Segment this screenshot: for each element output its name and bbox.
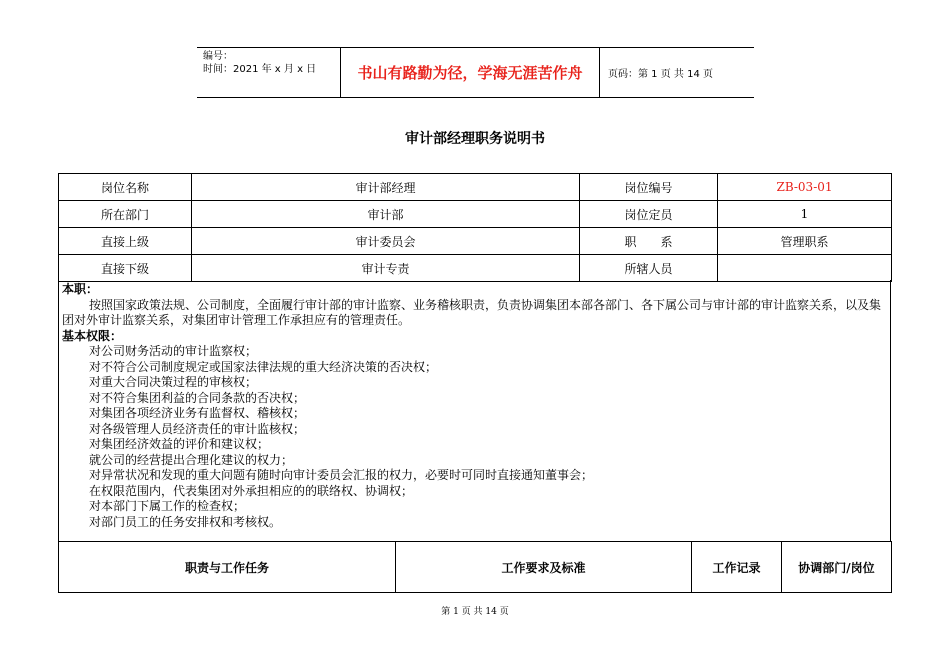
table-row <box>59 255 892 282</box>
column-header: 工作记录 <box>692 542 782 593</box>
document-number-label: 编号： <box>203 51 233 62</box>
header-meta <box>197 48 340 97</box>
info-value: 审计部经理 <box>192 174 580 201</box>
document-title: 审计部经理职务说明书 <box>405 131 545 147</box>
info-value <box>718 255 892 282</box>
info-value: 审计专责 <box>192 255 580 282</box>
authority-item: 对部门员工的任务安排权和考核权。 <box>89 514 282 529</box>
info-label: 职 系 <box>580 228 718 255</box>
info-value: ZB-03-01 <box>718 174 892 201</box>
info-value: 1 <box>718 201 892 228</box>
authority-item: 对重大合同决策过程的审核权； <box>89 375 258 389</box>
authority-item: 对异常状况和发现的重大问题有随时向审计委员会汇报的权力，必要时可同时直接通知董事会； <box>89 468 594 482</box>
header-motto: 书山有路勤为径，学海无涯苦作舟 <box>340 48 600 97</box>
authority-item: 对公司财务活动的审计监察权； <box>89 344 258 358</box>
info-value: 审计委员会 <box>192 228 580 255</box>
authority-item: 对集团各项经济业务有监督权、稽核权； <box>89 406 306 420</box>
column-header: 协调部门/岗位 <box>782 542 892 593</box>
document-time-label: 时间：2021 年 x 月 x 日 <box>203 64 317 75</box>
authority-item: 在权限范围内，代表集团对外承担相应的的联络权、协调权； <box>89 483 414 498</box>
authority-item: 对本部门下属工作的检查权； <box>89 499 246 513</box>
duties-section <box>58 280 891 542</box>
info-label: 岗位名称 <box>59 174 192 201</box>
authority-item: 就公司的经营提出合理化建议的权力； <box>89 452 294 467</box>
table-row <box>59 542 892 593</box>
info-label: 直接下级 <box>59 255 192 282</box>
column-header: 工作要求及标准 <box>396 542 692 593</box>
table-row <box>59 174 892 201</box>
authority-item: 对各级管理人员经济责任的审计监核权； <box>89 421 306 436</box>
position-info-table <box>58 173 892 282</box>
info-label: 直接上级 <box>59 228 192 255</box>
table-row <box>59 201 892 228</box>
duty-text: 按照国家政策法规、公司制度，全面履行审计部的审计监察、业务稽核职责，负责协调集团本部各部门、各下属公司与审计部的审计监察关系，以及集团对外审计监察关系，对集团审计管理工作承担应有的管理责任。 <box>62 297 882 327</box>
column-header: 职责与工作任务 <box>59 542 396 593</box>
info-value: 审计部 <box>192 201 580 228</box>
page-header <box>197 47 754 98</box>
authority-item: 对不符合集团利益的合同条款的否决权； <box>89 390 306 405</box>
info-value: 管理职系 <box>718 228 892 255</box>
info-label: 岗位定员 <box>580 201 718 228</box>
authority-item: 对不符合公司制度规定或国家法律法规的重大经济决策的否决权； <box>89 359 438 374</box>
page-footer: 第 1 页 共 14 页 <box>441 607 509 617</box>
table-row <box>59 228 892 255</box>
task-table-header <box>58 541 892 593</box>
info-label: 所在部门 <box>59 201 192 228</box>
duty-heading: 本职： <box>62 282 99 296</box>
header-page-label: 页码：第 1 页 共 14 页 <box>608 69 713 80</box>
authority-item: 对集团经济效益的评价和建议权； <box>89 437 270 451</box>
info-label: 岗位编号 <box>580 174 718 201</box>
authority-heading: 基本权限： <box>62 328 123 343</box>
info-label: 所辖人员 <box>580 255 718 282</box>
